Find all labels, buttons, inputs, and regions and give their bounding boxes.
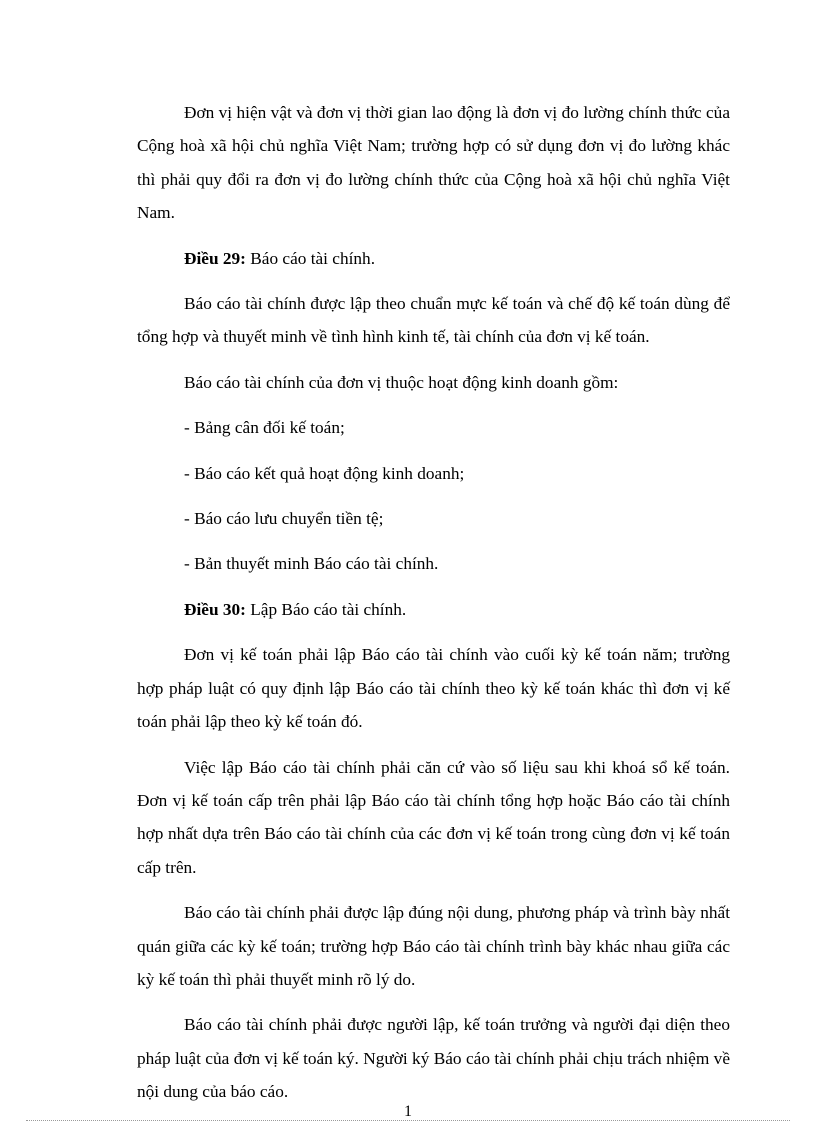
article-29-label: Điều 29: xyxy=(184,248,246,268)
article-30-heading xyxy=(137,593,730,626)
paragraph-report-consistency: Báo cáo tài chính phải được lập đúng nội dung, phương pháp và trình bày nhất quán giữa các kỳ kế toán; trường hợp Báo cáo tài chính trình bày khác nhau giữa các kỳ kế toán thì phải thuyết minh rõ lý do. xyxy=(137,903,730,989)
list-item: - Bản thuyết minh Báo cáo tài chính. xyxy=(184,554,439,574)
paragraph-report-period: Đơn vị kế toán phải lập Báo cáo tài chính vào cuối kỳ kế toán năm; trường hợp pháp luật có quy định lập Báo cáo tài chính theo kỳ kế toán khác thì đơn vị kế toán phải lập theo kỳ kế toán đó. xyxy=(137,645,730,732)
paragraph-measurement-units: Đơn vị hiện vật và đơn vị thời gian lao động là đơn vị đo lường chính thức của Cộng hoà xã hội chủ nghĩa Việt Nam; trường hợp có sử dụng đơn vị đo lường khác thì phải quy đổi ra đơn vị đo lường chính thức của Cộng hoà xã hội chủ nghĩa Việt Nam. xyxy=(137,103,730,223)
paragraph-report-components-intro: Báo cáo tài chính của đơn vị thuộc hoạt động kinh doanh gồm: xyxy=(184,372,619,392)
article-29-title: Báo cáo tài chính. xyxy=(245,248,376,268)
paragraph-report-basis: Việc lập Báo cáo tài chính phải căn cứ vào số liệu sau khi khoá sổ kế toán. Đơn vị kế toán cấp trên phải lập Báo cáo tài chính tổng hợp hoặc Báo cáo tài chính hợp nhất dựa trên Báo cáo tài chính của các đơn vị kế toán trong cùng đơn vị kế toán cấp trên. xyxy=(137,757,730,877)
list-item: - Bảng cân đối kế toán; xyxy=(184,418,345,438)
footer-divider xyxy=(26,1120,790,1121)
document-body xyxy=(137,96,730,1121)
article-30-label: Điều 30: xyxy=(184,599,246,619)
paragraph-financial-report-purpose: Báo cáo tài chính được lập theo chuẩn mực kế toán và chế độ kế toán dùng để tổng hợp và thuyết minh về tình hình kinh tế, tài chính của đơn vị kế toán. xyxy=(137,294,730,347)
list-item: - Báo cáo kết quả hoạt động kinh doanh; xyxy=(184,463,465,483)
article-29-heading xyxy=(137,242,730,275)
paragraph-report-signature: Báo cáo tài chính phải được người lập, kế toán trưởng và người đại diện theo pháp luật của đơn vị kế toán ký. Người ký Báo cáo tài chính phải chịu trách nhiệm về nội dung của báo cáo. xyxy=(137,1015,730,1102)
article-30-title: Lập Báo cáo tài chính. xyxy=(245,599,407,619)
page-number: 1 xyxy=(404,1103,412,1120)
list-item: - Báo cáo lưu chuyển tiền tệ; xyxy=(184,509,384,529)
